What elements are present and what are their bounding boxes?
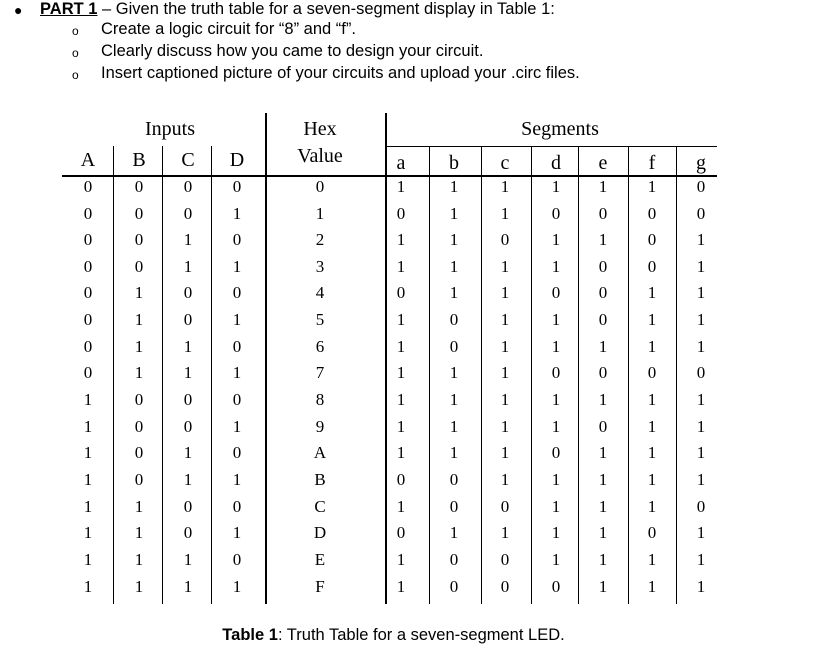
segment-cell: 1 — [551, 337, 561, 356]
segment-cell: 1 — [449, 204, 459, 223]
segment-cell: 1 — [696, 283, 706, 302]
segment-cell: 1 — [396, 177, 406, 196]
input-cell: 0 — [183, 283, 193, 302]
input-cell: 0 — [183, 497, 193, 516]
segment-cell: 0 — [598, 204, 608, 223]
input-cell: 1 — [134, 550, 144, 569]
input-col-header: B — [132, 149, 146, 171]
input-cell: 1 — [134, 337, 144, 356]
segment-cell: 0 — [598, 310, 608, 329]
input-cell: 1 — [83, 470, 93, 489]
hex-cell: 9 — [315, 417, 325, 436]
segment-cell: 1 — [696, 443, 706, 462]
input-cell: 0 — [83, 283, 93, 302]
circle-bullet-icon: o — [72, 68, 79, 82]
input-cell: 0 — [134, 390, 144, 409]
segment-cell: 1 — [449, 257, 459, 276]
input-cell: 0 — [232, 497, 242, 516]
input-cell: 1 — [232, 257, 242, 276]
input-cell: 0 — [183, 523, 193, 542]
hex-cell: 8 — [315, 390, 325, 409]
segment-cell: 0 — [598, 257, 608, 276]
segment-cell: 1 — [647, 577, 657, 596]
segment-cell: 1 — [647, 497, 657, 516]
input-cell: 0 — [232, 550, 242, 569]
segment-cell: 1 — [449, 523, 459, 542]
input-cell: 1 — [183, 230, 193, 249]
part-heading — [40, 0, 555, 19]
input-cell: 1 — [232, 310, 242, 329]
circle-bullet-icon: o — [72, 46, 79, 60]
segment-cell: 1 — [500, 523, 510, 542]
input-cell: 1 — [232, 470, 242, 489]
segments-subrule — [385, 146, 717, 147]
input-cell: 1 — [134, 577, 144, 596]
segment-cell: 0 — [396, 204, 406, 223]
segment-cell: 1 — [696, 337, 706, 356]
input-cell: 1 — [83, 550, 93, 569]
segment-cell: 0 — [696, 204, 706, 223]
segment-cell: 1 — [696, 230, 706, 249]
segment-cell: 1 — [500, 337, 510, 356]
segment-cell: 0 — [647, 204, 657, 223]
segment-cell: 0 — [500, 497, 510, 516]
input-cell: 1 — [232, 417, 242, 436]
inputs-header: Inputs — [145, 118, 195, 140]
segment-cell: 1 — [500, 363, 510, 382]
column-divider — [385, 113, 387, 604]
hex-cell: 4 — [315, 283, 325, 302]
segment-cell: 1 — [696, 523, 706, 542]
segment-cell: 1 — [647, 470, 657, 489]
segment-cell: 0 — [551, 204, 561, 223]
segment-cell: 1 — [396, 363, 406, 382]
input-cell: 1 — [232, 363, 242, 382]
input-cell: 1 — [232, 523, 242, 542]
segment-cell: 0 — [449, 310, 459, 329]
input-cell: 1 — [134, 283, 144, 302]
segment-cell: 0 — [449, 470, 459, 489]
segment-cell: 1 — [598, 497, 608, 516]
segment-cell: 0 — [396, 283, 406, 302]
circle-bullet-icon: o — [72, 24, 79, 38]
input-cell: 1 — [183, 443, 193, 462]
segment-cell: 1 — [449, 390, 459, 409]
input-cell: 1 — [183, 363, 193, 382]
input-cell: 0 — [183, 310, 193, 329]
input-cell: 0 — [83, 337, 93, 356]
input-cell: 1 — [232, 204, 242, 223]
hex-cell: 5 — [315, 310, 325, 329]
hex-cell: D — [313, 523, 327, 542]
input-cell: 1 — [83, 390, 93, 409]
segment-cell: 1 — [696, 550, 706, 569]
input-cell: 0 — [83, 177, 93, 196]
sub-item: Insert captioned picture of your circuits and upload your .circ files. — [101, 64, 580, 82]
segment-cell: 0 — [396, 523, 406, 542]
hex-cell: B — [314, 470, 326, 489]
input-cell: 0 — [183, 204, 193, 223]
segment-cell: 1 — [696, 577, 706, 596]
hex-cell: 1 — [315, 204, 325, 223]
segment-cell: 0 — [598, 283, 608, 302]
input-cell: 0 — [83, 204, 93, 223]
input-cell: 1 — [134, 523, 144, 542]
segment-cell: 1 — [500, 390, 510, 409]
input-cell: 1 — [232, 577, 242, 596]
column-divider — [578, 146, 579, 604]
hex-cell: 0 — [315, 177, 325, 196]
segment-cell: 1 — [598, 177, 608, 196]
hex-cell: 6 — [315, 337, 325, 356]
segment-cell: 0 — [647, 257, 657, 276]
segment-cell: 1 — [449, 230, 459, 249]
segment-col-header: g — [696, 152, 706, 174]
column-divider — [531, 146, 532, 604]
segment-cell: 1 — [598, 390, 608, 409]
bullet-icon: ● — [14, 2, 23, 18]
segment-cell: 0 — [696, 363, 706, 382]
segment-cell: 1 — [647, 550, 657, 569]
segment-cell: 0 — [500, 550, 510, 569]
segment-cell: 0 — [551, 363, 561, 382]
segment-cell: 1 — [598, 230, 608, 249]
hex-cell: 7 — [315, 363, 325, 382]
segment-cell: 1 — [696, 390, 706, 409]
column-divider — [162, 146, 163, 604]
segment-cell: 0 — [598, 363, 608, 382]
segment-cell: 1 — [598, 337, 608, 356]
segment-cell: 1 — [551, 417, 561, 436]
segment-cell: 1 — [500, 283, 510, 302]
segment-cell: 1 — [696, 417, 706, 436]
segment-cell: 1 — [551, 497, 561, 516]
input-cell: 0 — [232, 230, 242, 249]
segment-cell: 0 — [449, 337, 459, 356]
hex-header: Hex — [303, 118, 337, 140]
hex-cell: 2 — [315, 230, 325, 249]
input-cell: 0 — [134, 257, 144, 276]
segment-cell: 1 — [449, 443, 459, 462]
segment-cell: 1 — [449, 363, 459, 382]
input-cell: 0 — [134, 443, 144, 462]
segment-cell: 1 — [396, 257, 406, 276]
input-cell: 1 — [134, 310, 144, 329]
segment-col-header: a — [396, 152, 406, 174]
segment-cell: 1 — [500, 443, 510, 462]
segment-cell: 1 — [551, 390, 561, 409]
input-cell: 1 — [183, 337, 193, 356]
input-cell: 1 — [134, 497, 144, 516]
input-cell: 0 — [232, 337, 242, 356]
input-cell: 0 — [183, 417, 193, 436]
segment-cell: 0 — [449, 550, 459, 569]
segment-cell: 1 — [647, 417, 657, 436]
segment-cell: 1 — [598, 523, 608, 542]
hex-cell: A — [313, 443, 327, 462]
sub-item: Create a logic circuit for “8” and “f”. — [101, 20, 356, 38]
column-divider — [481, 146, 482, 604]
input-cell: 0 — [232, 177, 242, 196]
caption-text: : Truth Table for a seven-segment LED. — [277, 626, 565, 644]
segment-cell: 1 — [500, 204, 510, 223]
segment-col-header: c — [500, 152, 510, 174]
segment-cell: 0 — [449, 577, 459, 596]
segment-cell: 1 — [598, 577, 608, 596]
segment-cell: 0 — [551, 283, 561, 302]
segment-cell: 1 — [598, 443, 608, 462]
header-rule — [62, 175, 717, 177]
segment-col-header: f — [648, 152, 656, 174]
segment-col-header: b — [449, 152, 459, 174]
input-cell: 1 — [83, 577, 93, 596]
segment-cell: 1 — [551, 523, 561, 542]
hex-cell: E — [314, 550, 326, 569]
segment-cell: 1 — [396, 390, 406, 409]
input-cell: 0 — [83, 310, 93, 329]
part-intro: – Given the truth table for a seven-segment display in Table 1: — [97, 0, 555, 18]
segment-cell: 1 — [551, 470, 561, 489]
segments-header: Segments — [521, 118, 599, 140]
segment-cell: 1 — [396, 577, 406, 596]
segment-cell: 1 — [696, 310, 706, 329]
column-divider — [429, 146, 430, 604]
column-divider — [628, 146, 629, 604]
input-cell: 0 — [232, 443, 242, 462]
segment-cell: 1 — [551, 257, 561, 276]
input-cell: 0 — [83, 257, 93, 276]
segment-cell: 1 — [396, 497, 406, 516]
column-divider — [211, 146, 212, 604]
segment-cell: 1 — [647, 337, 657, 356]
input-cell: 0 — [134, 470, 144, 489]
segment-cell: 1 — [696, 470, 706, 489]
input-cell: 0 — [232, 283, 242, 302]
segment-cell: 1 — [396, 310, 406, 329]
segment-cell: 1 — [647, 443, 657, 462]
input-cell: 1 — [183, 577, 193, 596]
segment-cell: 1 — [551, 177, 561, 196]
segment-cell: 1 — [647, 177, 657, 196]
input-cell: 0 — [134, 230, 144, 249]
segment-cell: 1 — [396, 230, 406, 249]
input-cell: 0 — [83, 230, 93, 249]
segment-cell: 1 — [500, 470, 510, 489]
input-cell: 0 — [232, 390, 242, 409]
segment-cell: 1 — [449, 417, 459, 436]
segment-cell: 1 — [500, 417, 510, 436]
hex-cell: F — [315, 577, 325, 596]
segment-cell: 1 — [449, 283, 459, 302]
segment-cell: 0 — [647, 523, 657, 542]
sub-item: Clearly discuss how you came to design your circuit. — [101, 42, 484, 60]
segment-cell: 1 — [449, 177, 459, 196]
input-cell: 1 — [134, 363, 144, 382]
segment-cell: 1 — [598, 470, 608, 489]
input-cell: 0 — [183, 177, 193, 196]
hex-cell: 3 — [315, 257, 325, 276]
input-cell: 0 — [83, 363, 93, 382]
input-cell: 0 — [134, 204, 144, 223]
segment-cell: 1 — [551, 230, 561, 249]
input-col-header: A — [80, 149, 96, 171]
segment-cell: 0 — [551, 577, 561, 596]
segment-cell: 0 — [500, 230, 510, 249]
segment-cell: 1 — [396, 417, 406, 436]
segment-cell: 0 — [647, 363, 657, 382]
input-cell: 1 — [83, 497, 93, 516]
segment-cell: 1 — [647, 390, 657, 409]
segment-cell: 1 — [696, 257, 706, 276]
segment-col-header: e — [598, 152, 608, 174]
segment-cell: 0 — [551, 443, 561, 462]
segment-cell: 1 — [551, 310, 561, 329]
input-cell: 1 — [83, 523, 93, 542]
column-divider — [676, 146, 677, 604]
input-col-header: C — [181, 149, 195, 171]
input-cell: 1 — [183, 470, 193, 489]
segment-cell: 1 — [500, 177, 510, 196]
segment-cell: 1 — [500, 310, 510, 329]
input-cell: 1 — [83, 417, 93, 436]
segment-cell: 0 — [598, 417, 608, 436]
column-divider — [265, 113, 267, 604]
truth-table — [62, 113, 719, 604]
column-divider — [113, 146, 114, 604]
hex-cell: C — [314, 497, 326, 516]
input-cell: 1 — [183, 257, 193, 276]
segment-cell: 1 — [500, 257, 510, 276]
input-cell: 0 — [134, 177, 144, 196]
input-col-header: D — [229, 149, 245, 171]
segment-cell: 1 — [396, 443, 406, 462]
caption-label: Table 1 — [222, 626, 278, 644]
segment-cell: 1 — [551, 550, 561, 569]
segment-col-header: d — [551, 152, 561, 174]
segment-cell: 1 — [396, 550, 406, 569]
segment-cell: 0 — [449, 497, 459, 516]
part-title: PART 1 — [40, 0, 98, 18]
segment-cell: 0 — [696, 497, 706, 516]
segment-cell: 1 — [647, 310, 657, 329]
value-header: Value — [297, 145, 343, 167]
table-caption — [0, 626, 787, 645]
input-cell: 1 — [83, 443, 93, 462]
segment-cell: 0 — [647, 230, 657, 249]
segment-cell: 1 — [598, 550, 608, 569]
input-cell: 0 — [183, 390, 193, 409]
segment-cell: 1 — [396, 337, 406, 356]
segment-cell: 1 — [647, 283, 657, 302]
segment-cell: 0 — [696, 177, 706, 196]
input-cell: 0 — [134, 417, 144, 436]
segment-cell: 0 — [500, 577, 510, 596]
input-cell: 1 — [183, 550, 193, 569]
segment-cell: 0 — [396, 470, 406, 489]
